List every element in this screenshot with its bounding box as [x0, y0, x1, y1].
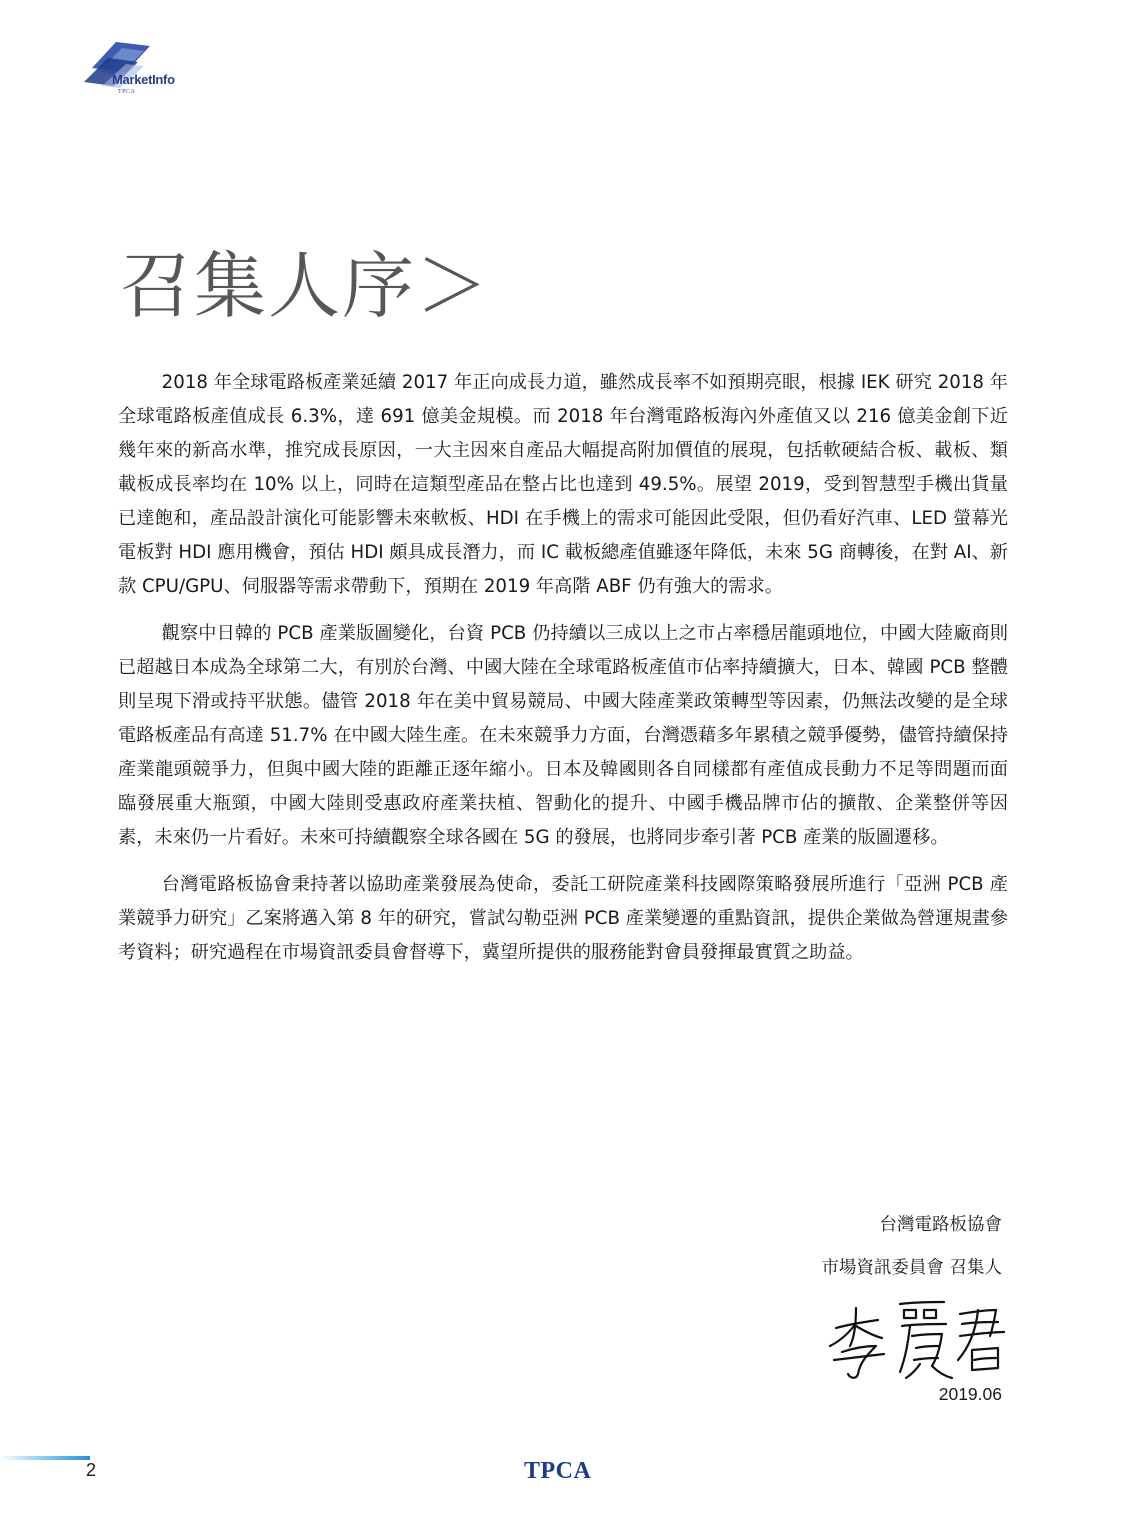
logo-text: MarketInfo — [112, 72, 175, 87]
footer-accent-bar — [0, 1456, 90, 1460]
marketinfo-logo — [78, 38, 208, 98]
page-number: 2 — [86, 1460, 97, 1480]
body-text — [118, 366, 1008, 983]
footer-brand-logo: TPCA — [524, 1458, 592, 1484]
signoff-role: 市場資訊委員會 召集人 — [821, 1258, 1002, 1278]
page-title: 召集人序＞ — [120, 244, 491, 328]
logo-subtext: TPCA — [118, 89, 136, 95]
paragraph: 2018 年全球電路板產業延續 2017 年正向成長力道，雖然成長率不如預期亮眼，根據 IEK 研究 2018 年全球電路板產值成長 6.3%，達 691 億美金規模。而 2018 年台灣電路板海內外產值又以 216 億美金創下近幾年來的新高水準，推究成長原因，一大主因來自產品大幅提高附加價值的展現，包括軟硬結合板、載板、類載板成長率均在 10% 以上，同時在這類型產品在整占比也達到 49.5%。展望 2019，受到智慧型手機出貨量已達飽和，產品設計演化可能影響未來軟板、HDI 在手機上的需求可能因此受限，但仍看好汽車、LED 螢幕光電板對 HDI 應用機會，預估 HDI 頗具成長潛力，而 IC 載板總產值雖逐年降低，未來 5G 商轉後，在對 AI、新款 CPU/GPU、伺服器等需求帶動下，預期在 2019 年高階 ABF 仍有強大的需求。 — [118, 372, 1008, 597]
signoff-date: 2019.06 — [938, 1384, 1002, 1404]
handwritten-signature — [820, 1294, 1010, 1384]
signoff-block — [821, 1204, 1002, 1290]
paragraph: 觀察中日韓的 PCB 產業版圖變化，台資 PCB 仍持續以三成以上之市占率穩居龍頭地位，中國大陸廠商則已超越日本成為全球第二大，有別於台灣、中國大陸在全球電路板產值市佔率持續擴大，日本、韓國 PCB 整體則呈現下滑或持平狀態。儘管 2018 年在美中貿易競局、中國大陸產業政策轉型等因素，仍無法改變的是全球電路板產品有高達 51.7% 在中國大陸生產。在未來競爭力方面，台灣憑藉多年累積之競爭優勢，儘管持續保持產業龍頭競爭力，但與中國大陸的距離正逐年縮小。日本及韓國則各自同樣都有產值成長動力不足等問題而面臨發展重大瓶頸，中國大陸則受惠政府產業扶植、智動化的提升、中國手機品牌市佔的擴散、企業整併等因素，未來仍一片看好。未來可持續觀察全球各國在 5G 的發展，也將同步牽引著 PCB 產業的版圖遷移。 — [118, 623, 1008, 848]
paragraph: 台灣電路板協會秉持著以協助產業發展為使命，委託工研院產業科技國際策略發展所進行「亞洲 PCB 產業競爭力研究」乙案將邁入第 8 年的研究，嘗試勾勒亞洲 PCB 產業變遷的重點資訊，提供企業做為營運規畫參考資料；研究過程在市場資訊委員會督導下，冀望所提供的服務能對會員發揮最實質之助益。 — [118, 874, 1008, 963]
signoff-organization: 台灣電路板協會 — [879, 1215, 1002, 1235]
